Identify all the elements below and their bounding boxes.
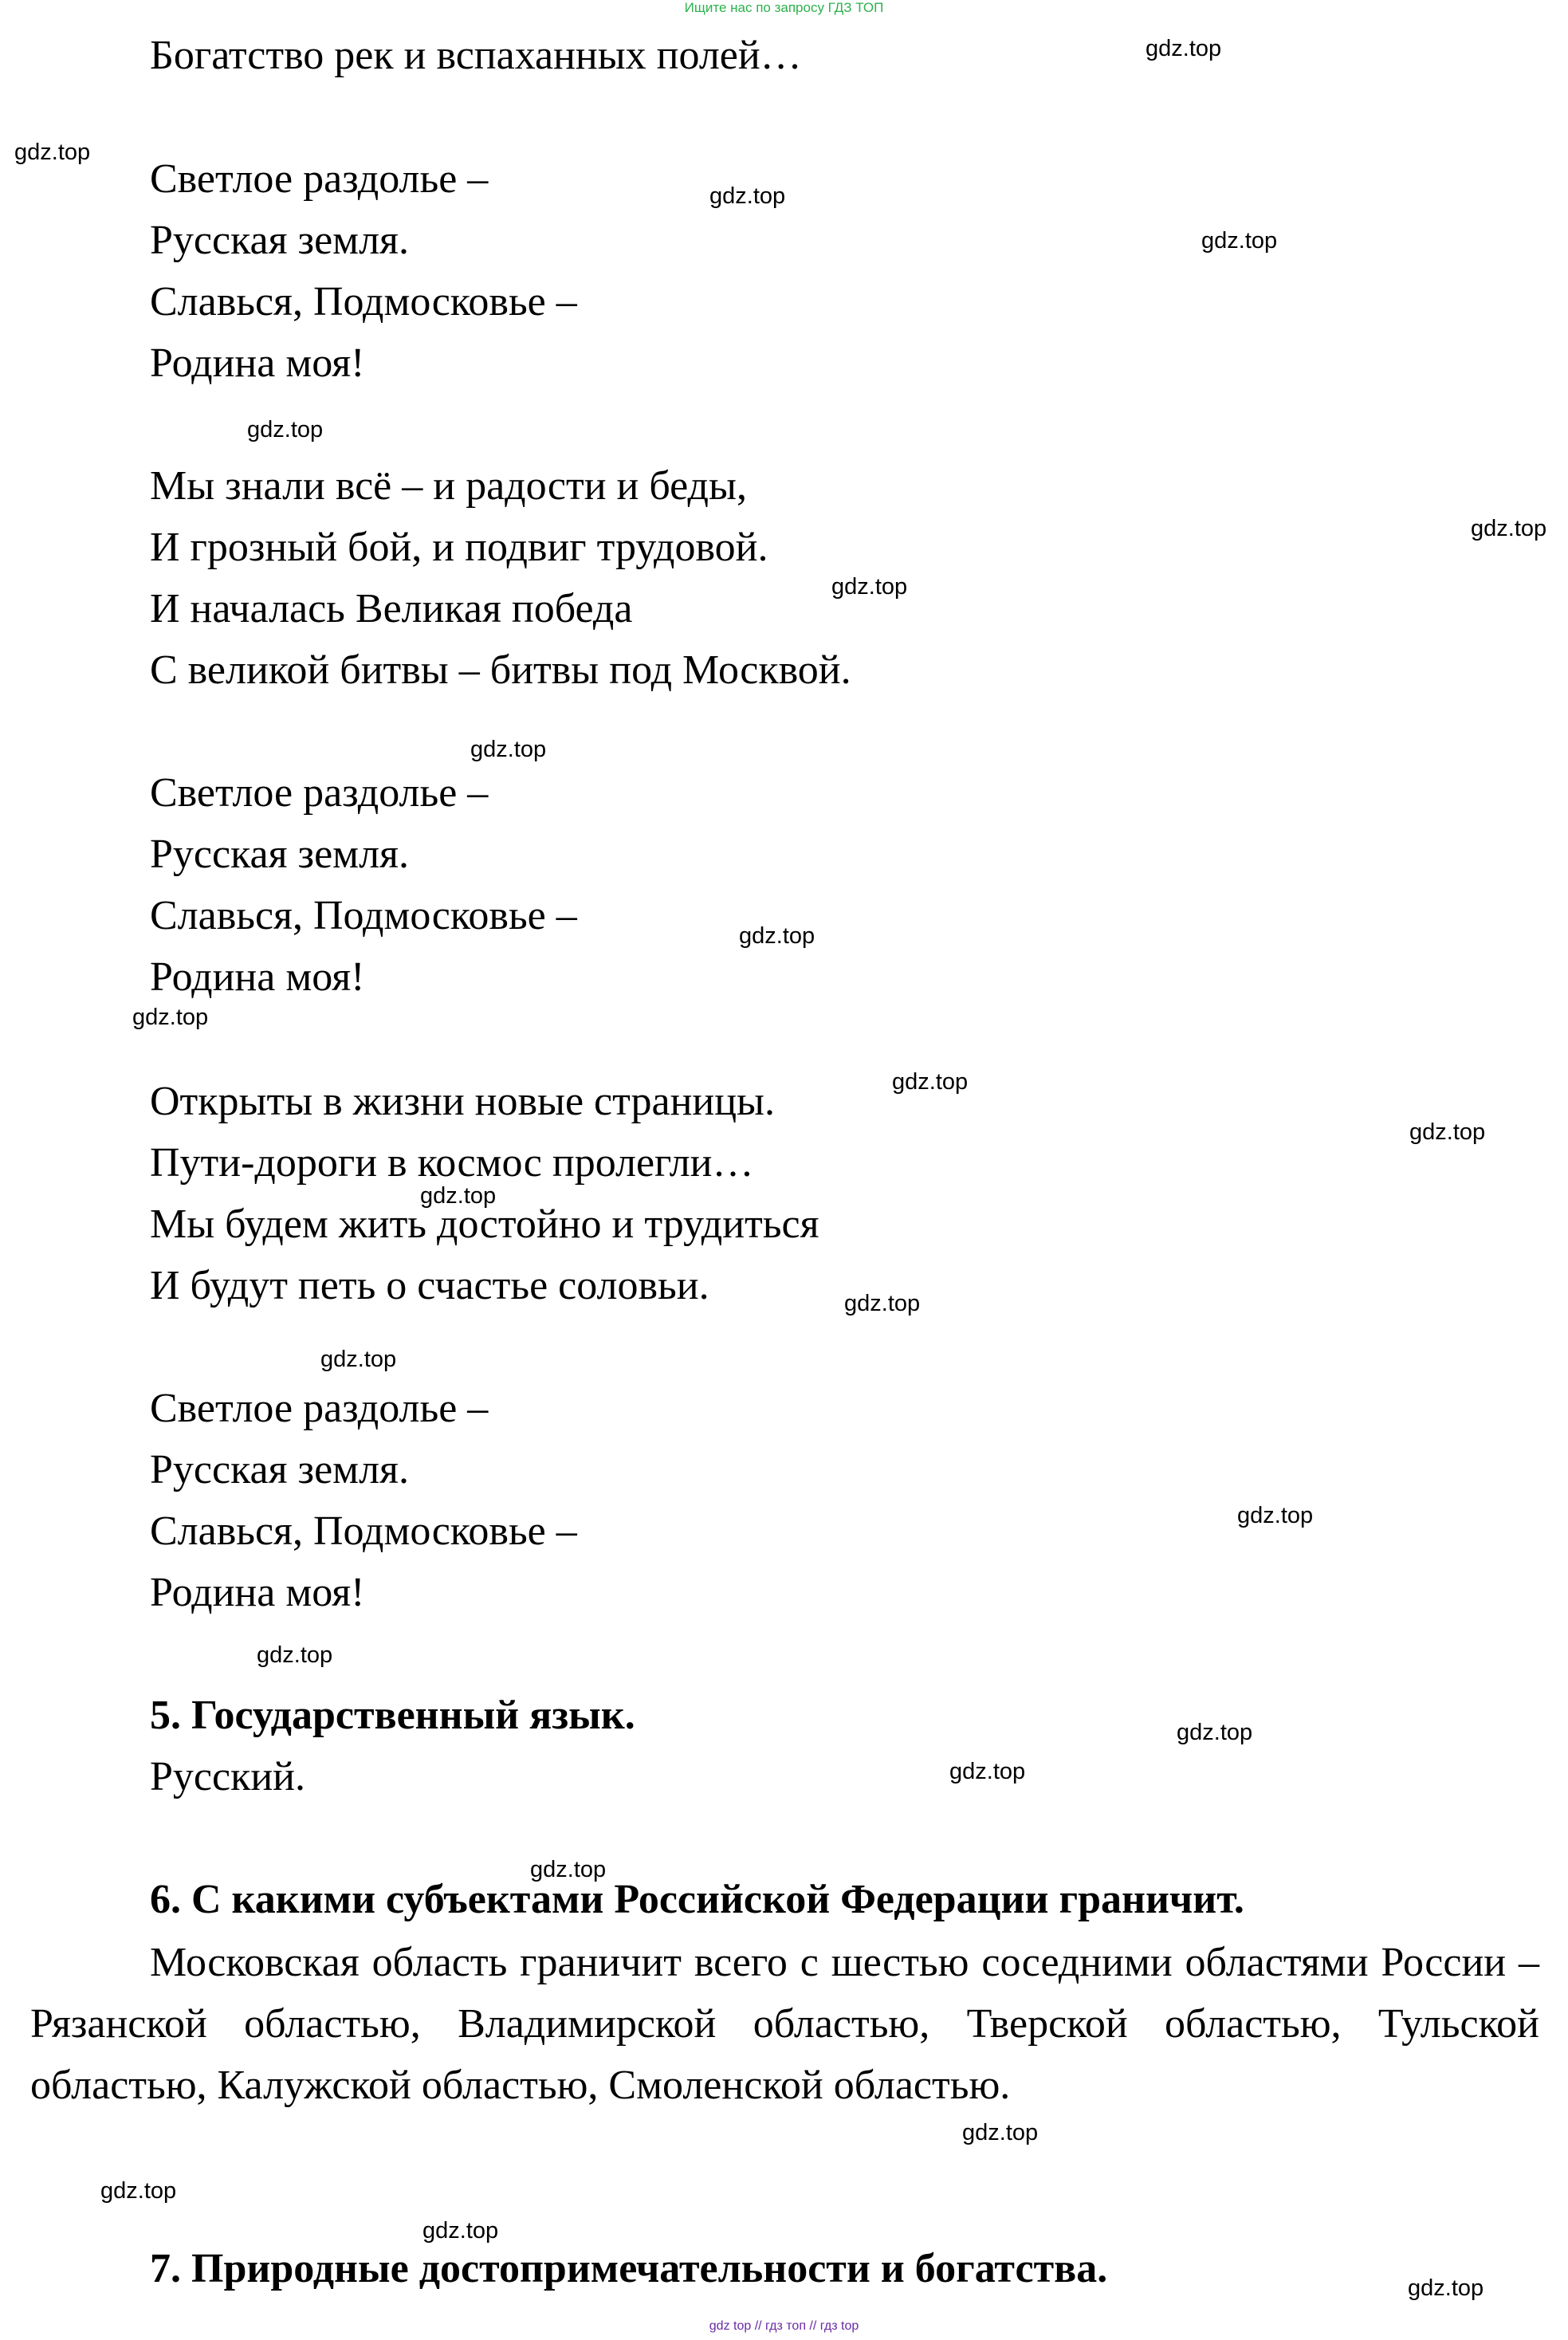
- watermark: gdz.top: [962, 2120, 1039, 2145]
- poem-line: Светлое раздолье –: [150, 770, 489, 816]
- watermark: gdz.top: [831, 574, 908, 600]
- section-5-heading: 5. Государственный язык.: [150, 1693, 635, 1738]
- poem-line: Родина моя!: [150, 954, 365, 1000]
- poem-line: Богатство рек и вспаханных полей…: [150, 33, 802, 78]
- poem-line: И будут петь о счастье соловьи.: [150, 1263, 709, 1308]
- watermark: gdz.top: [14, 140, 91, 165]
- poem-line: Родина моя!: [150, 1570, 365, 1615]
- watermark: gdz.top: [530, 1857, 607, 1882]
- poem-line: И грозный бой, и подвиг трудовой.: [150, 525, 768, 570]
- poem-line: Светлое раздолье –: [150, 156, 489, 202]
- watermark: gdz.top: [100, 2178, 177, 2204]
- poem-line: Родина моя!: [150, 340, 365, 386]
- watermark: gdz.top: [739, 923, 815, 949]
- watermark: gdz.top: [422, 2218, 499, 2244]
- poem-line: Мы будем жить достойно и трудиться: [150, 1201, 819, 1247]
- poem-line: Русская земля.: [150, 1447, 409, 1492]
- top-banner: Ищите нас по запросу ГДЗ ТОП: [684, 0, 884, 15]
- watermark: gdz.top: [420, 1183, 497, 1209]
- watermark: gdz.top: [1146, 36, 1222, 61]
- watermark: gdz.top: [1177, 1720, 1253, 1745]
- watermark: gdz.top: [1201, 228, 1278, 254]
- poem-line: Открыты в жизни новые страницы.: [150, 1079, 775, 1124]
- watermark: gdz.top: [892, 1069, 969, 1095]
- watermark: gdz.top: [132, 1005, 209, 1030]
- watermark: gdz.top: [257, 1642, 333, 1668]
- watermark: gdz.top: [470, 737, 547, 762]
- section-6-text: Московская область граничит всего с шестью соседними областями России – Рязанской областью, Владимирской областью, Тверской областью, Тульской областью, Калужской областью, Смоленской областью.: [30, 1940, 1539, 2108]
- watermark: gdz.top: [709, 183, 786, 209]
- watermark: gdz.top: [320, 1347, 397, 1372]
- watermark: gdz.top: [1409, 1119, 1486, 1145]
- section-7-heading: 7. Природные достопримечательности и богатства.: [150, 2246, 1108, 2291]
- poem-line: И началась Великая победа: [150, 586, 633, 631]
- poem-line: Светлое раздолье –: [150, 1386, 489, 1431]
- poem-line: Славься, Подмосковье –: [150, 1508, 577, 1554]
- watermark: gdz.top: [1471, 516, 1547, 541]
- watermark: gdz.top: [247, 417, 324, 442]
- watermark: gdz.top: [1237, 1503, 1314, 1528]
- poem-line: Русская земля.: [150, 832, 409, 877]
- poem-line: Русская земля.: [150, 218, 409, 263]
- poem-line: Пути-дороги в космос пролегли…: [150, 1140, 754, 1186]
- poem-line: С великой битвы – битвы под Москвой.: [150, 647, 851, 693]
- section-6-heading: 6. С какими субъектами Российской Федерации граничит.: [150, 1877, 1244, 1922]
- poem-line: Мы знали всё – и радости и беды,: [150, 463, 747, 509]
- section-5-answer: Русский.: [150, 1754, 305, 1799]
- watermark: gdz.top: [1408, 2275, 1484, 2301]
- bottom-banner: gdz top // гдз топ // гдз top: [709, 2319, 859, 2333]
- poem-line: Славься, Подмосковье –: [150, 893, 577, 938]
- watermark: gdz.top: [844, 1291, 921, 1316]
- watermark: gdz.top: [949, 1759, 1026, 1784]
- poem-line: Славься, Подмосковье –: [150, 279, 577, 324]
